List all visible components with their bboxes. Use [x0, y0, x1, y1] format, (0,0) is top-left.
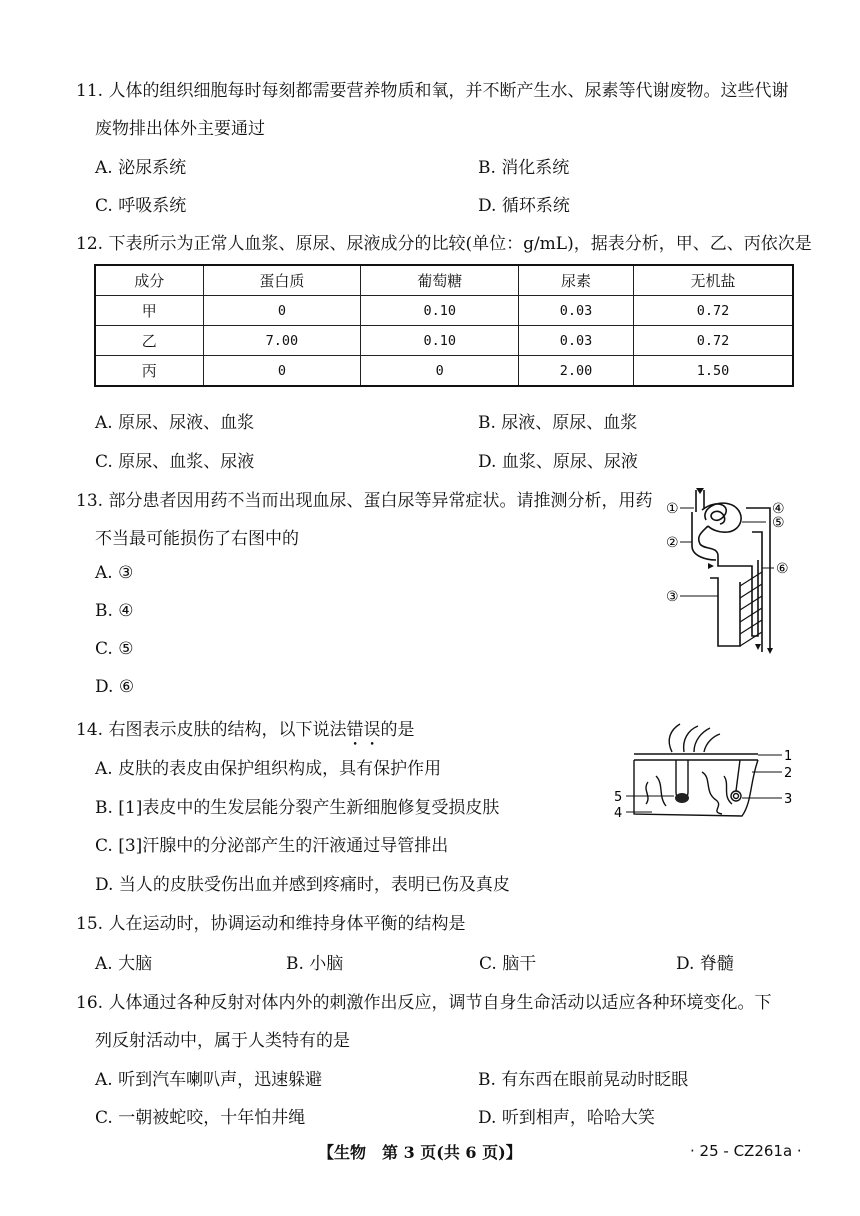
table-cell: 0.10	[361, 326, 519, 356]
table-cell: 2.00	[519, 356, 634, 387]
table-header-cell: 无机盐	[633, 265, 793, 296]
table-cell: 7.00	[203, 326, 361, 356]
q16-option-a: A. 听到汽车喇叭声，迅速躲避	[95, 1070, 323, 1090]
table-row	[95, 326, 793, 356]
q15-option-a: A. 大脑	[95, 954, 153, 974]
table-cell: 丙	[95, 356, 203, 387]
table-cell: 甲	[95, 296, 203, 326]
skin-label-5: 5	[614, 790, 623, 805]
q12-option-a: A. 原尿、尿液、血浆	[95, 413, 255, 433]
table-cell: 0.03	[519, 326, 634, 356]
q13-stem-line1: 13. 部分患者因用药不当而出现血尿、蛋白尿等异常症状。请推测分析，用药	[76, 491, 653, 511]
nephron-label-1: ①	[666, 501, 679, 517]
q11-option-b: B. 消化系统	[478, 158, 570, 178]
skin-label-4: 4	[614, 806, 623, 821]
q16-option-c: C. 一朝被蛇咬，十年怕井绳	[95, 1108, 306, 1128]
nephron-label-5: ⑤	[772, 515, 785, 531]
nephron-figure	[662, 486, 797, 656]
table-cell: 0.10	[361, 296, 519, 326]
skin-label-1: 1	[784, 749, 793, 764]
q12-option-c: C. 原尿、血浆、尿液	[95, 452, 255, 472]
table-header-cell: 尿素	[519, 265, 634, 296]
q11-option-d: D. 循环系统	[478, 196, 570, 216]
table-header-row	[95, 265, 793, 296]
nephron-label-3: ③	[666, 589, 679, 605]
q13-option-b: B. ④	[95, 601, 134, 621]
q15-option-d: D. 脊髓	[676, 954, 734, 974]
q16-stem-line2: 列反射活动中，属于人类特有的是	[95, 1031, 350, 1051]
q13-option-a: A. ③	[95, 563, 134, 583]
q16-option-d: D. 听到相声，哈哈大笑	[478, 1108, 655, 1128]
table-cell: 0.03	[519, 296, 634, 326]
q14-option-b: B. [1]表皮中的生发层能分裂产生新细胞修复受损皮肤	[95, 798, 500, 818]
q12-stem: 12. 下表所示为正常人血浆、原尿、尿液成分的比较(单位：g/mL)，据表分析，甲、乙、丙依次是	[76, 234, 812, 254]
q16-stem-line1: 16. 人体通过各种反射对体内外的刺激作出反应，调节自身生命活动以适应各种环境变化。下	[76, 993, 772, 1013]
exam-code: · 25 - CZ261a ·	[690, 1142, 802, 1160]
q13-option-c: C. ⑤	[95, 639, 134, 659]
table-cell: 0	[203, 296, 361, 326]
q14-option-d: D. 当人的皮肤受伤出血并感到疼痛时，表明已伤及真皮	[95, 875, 510, 895]
q13-option-d: D. ⑥	[95, 677, 135, 697]
table-cell: 0	[361, 356, 519, 387]
q16-option-b: B. 有东西在眼前晃动时眨眼	[478, 1070, 689, 1090]
table-header-cell: 葡萄糖	[361, 265, 519, 296]
q14-option-c: C. [3]汗腺中的分泌部产生的汗液通过导管排出	[95, 836, 449, 856]
table-row	[95, 296, 793, 326]
table-cell: 0.72	[633, 326, 793, 356]
q11-stem-line2: 废物排出体外主要通过	[95, 119, 265, 139]
q11-option-c: C. 呼吸系统	[95, 196, 187, 216]
composition-table	[94, 264, 794, 387]
q14-option-a: A. 皮肤的表皮由保护组织构成，具有保护作用	[95, 759, 442, 779]
q14-stem: 14. 右图表示皮肤的结构，以下说法错误的是	[76, 720, 415, 740]
q15-stem: 15. 人在运动时，协调运动和维持身体平衡的结构是	[76, 914, 466, 934]
table-cell: 1.50	[633, 356, 793, 387]
table-row	[95, 356, 793, 387]
q11-option-a: A. 泌尿系统	[95, 158, 187, 178]
q15-option-b: B. 小脑	[286, 954, 344, 974]
skin-label-3: 3	[784, 792, 793, 807]
page-footer: 【生物 第 3 页(共 6 页)】	[318, 1143, 522, 1162]
q15-option-c: C. 脑干	[479, 954, 537, 974]
skin-label-2: 2	[784, 766, 793, 781]
table-cell: 0.72	[633, 296, 793, 326]
nephron-label-4: ④	[772, 501, 785, 517]
nephron-label-2: ②	[666, 535, 679, 551]
q11-stem-line1: 11. 人体的组织细胞每时每刻都需要营养物质和氧，并不断产生水、尿素等代谢废物。这些代谢	[76, 81, 789, 101]
skin-figure	[612, 722, 797, 822]
q13-stem-line2: 不当最可能损伤了右图中的	[95, 529, 299, 549]
table-cell: 0	[203, 356, 361, 387]
table-header-cell: 蛋白质	[203, 265, 361, 296]
table-cell: 乙	[95, 326, 203, 356]
q12-option-b: B. 尿液、原尿、血浆	[478, 413, 638, 433]
emphasis-word: 错误	[346, 720, 381, 740]
nephron-label-6: ⑥	[776, 561, 789, 577]
q12-option-d: D. 血浆、原尿、尿液	[478, 452, 638, 472]
table-header-cell: 成分	[95, 265, 203, 296]
